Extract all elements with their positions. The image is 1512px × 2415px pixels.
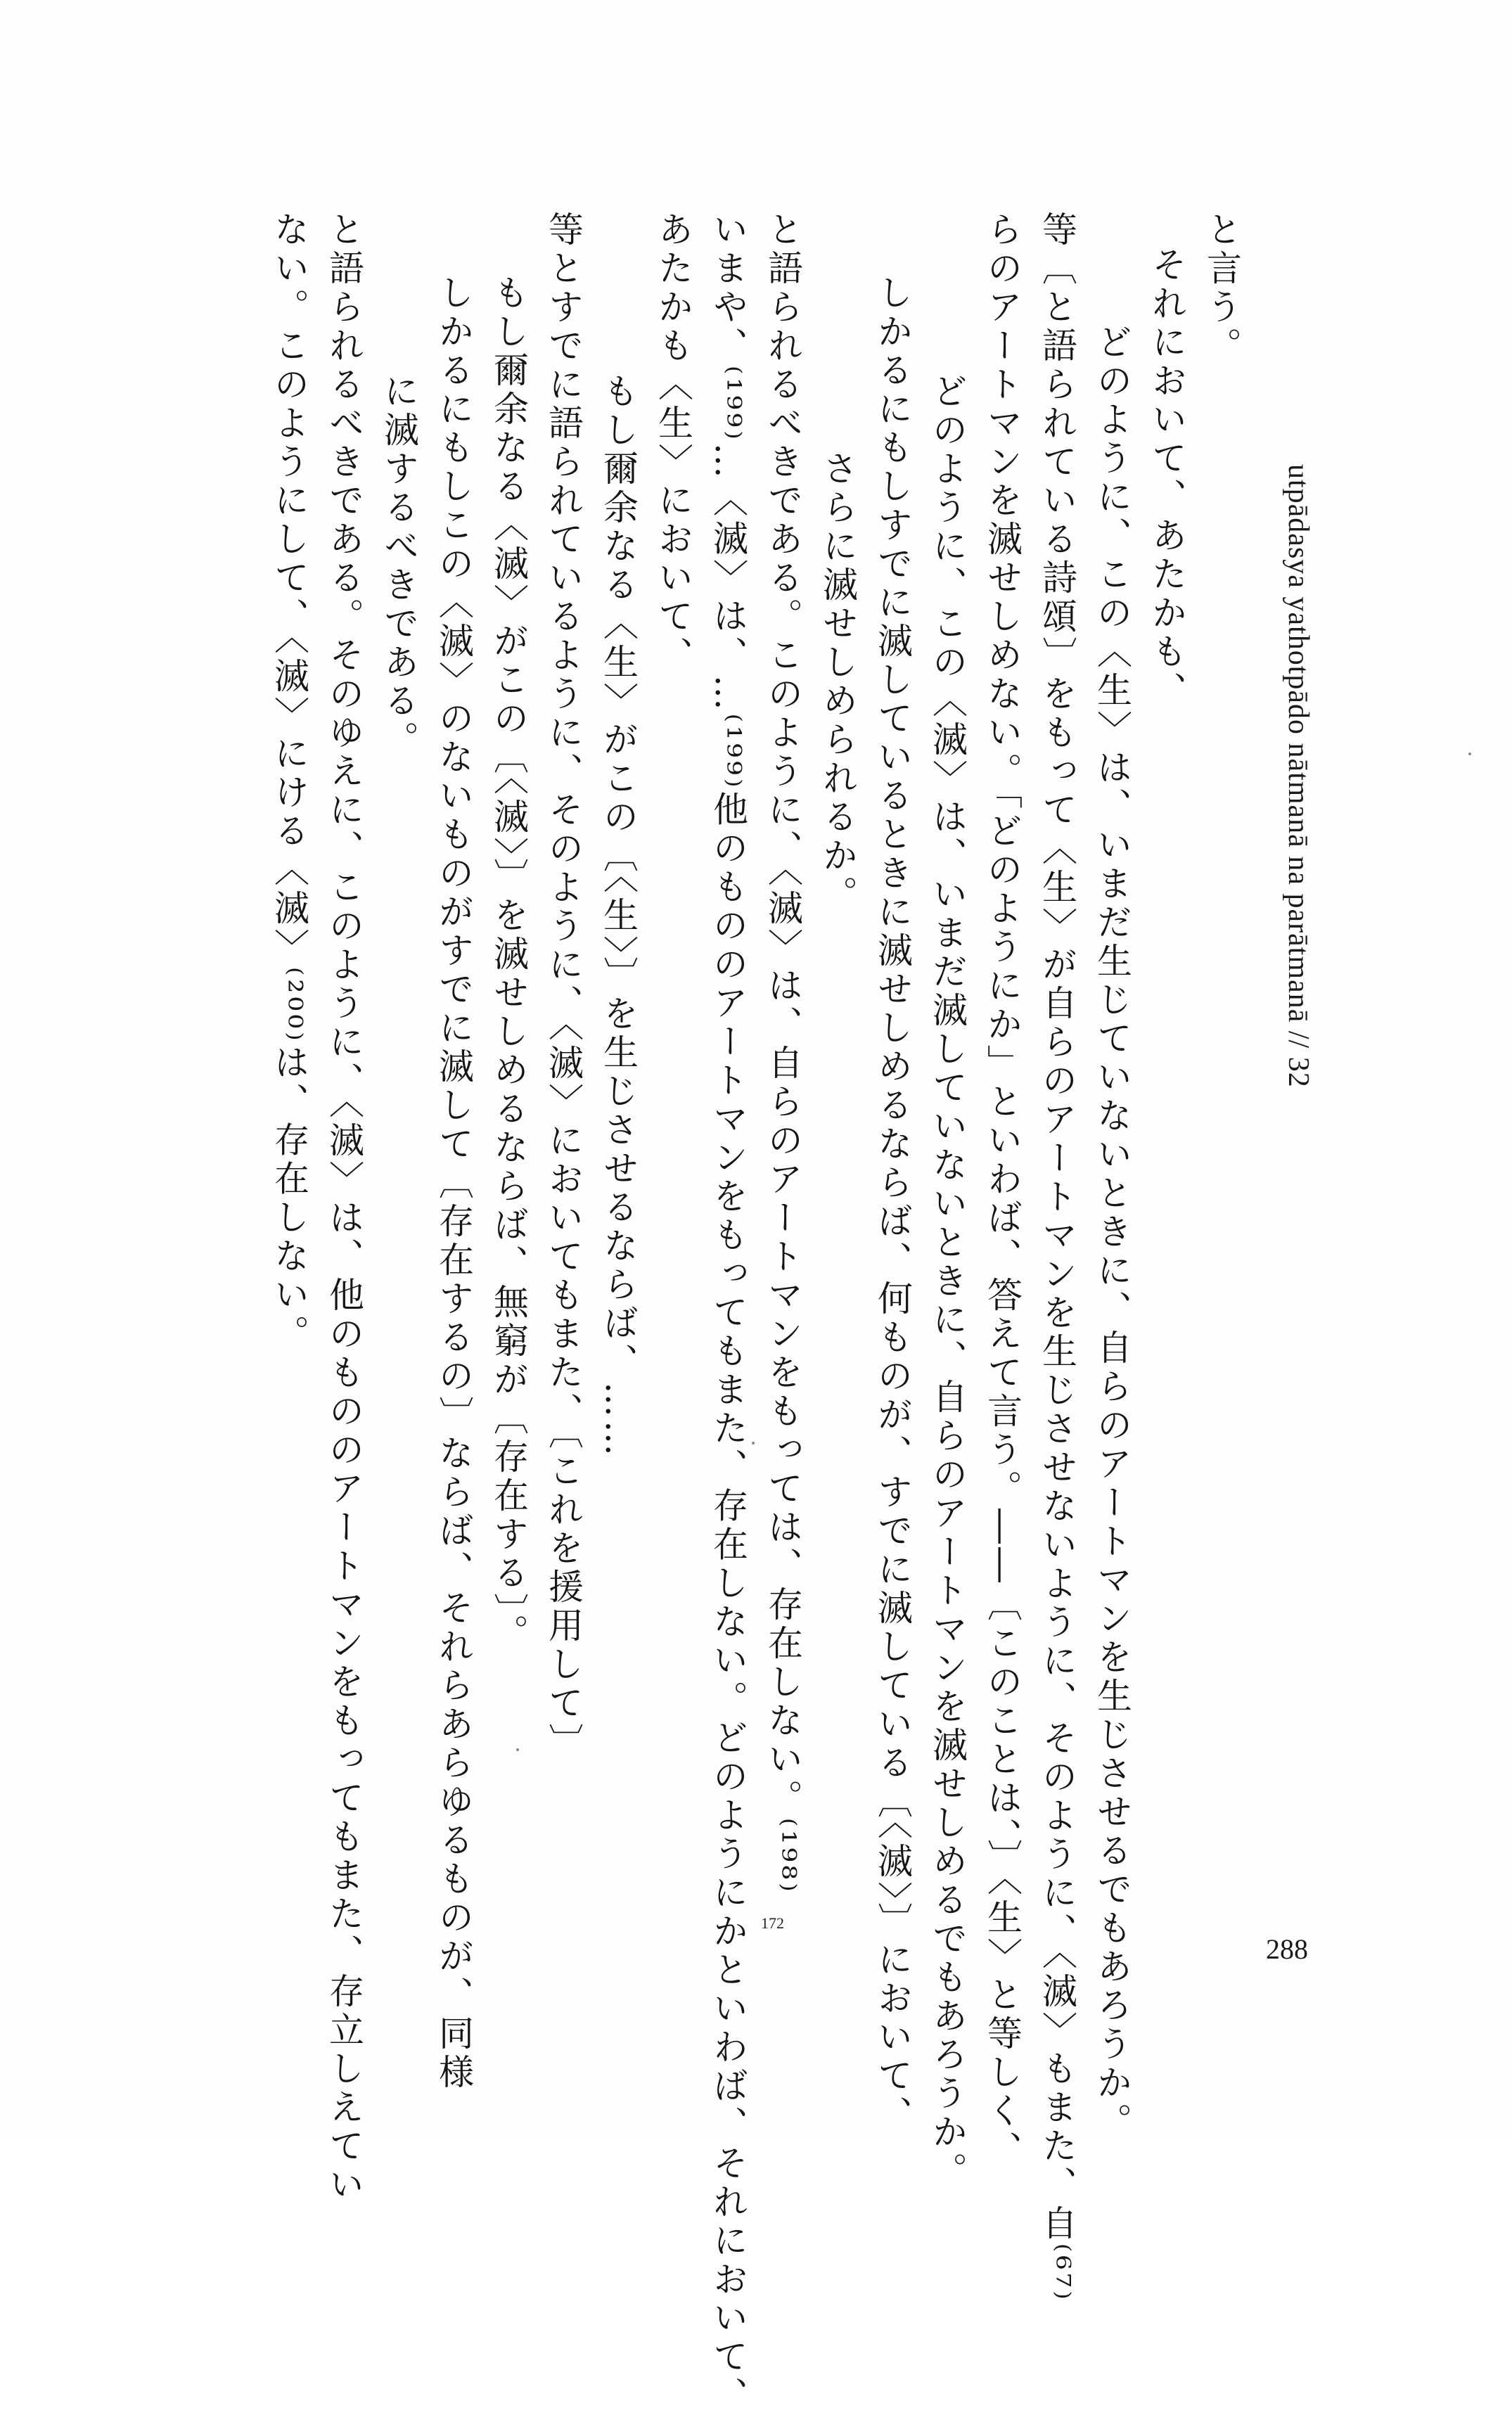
scan-speck xyxy=(516,1748,519,1751)
page-number: 288 xyxy=(1266,1933,1308,1965)
text-line: しかるにもしすでに滅しているときに滅せしめるならば、何ものが、すでに滅している〔〈滅〉〕において、 xyxy=(872,274,913,2134)
text-line: もし爾余なる〈生〉がこの〔〈生〉〕を生じさせるならば、…… xyxy=(598,373,639,1459)
text-line: あたかも〈生〉において、 xyxy=(653,211,693,675)
text-line: もし爾余なる〈滅〉がこの〔〈滅〉〕を滅せしめるならば、無窮が〔存在する〕。 xyxy=(488,274,529,1653)
text-line: それにおいて、あたかも、 xyxy=(1146,246,1187,710)
folio-mark: 172 xyxy=(761,1914,784,1932)
text-line: に滅するべきである。 xyxy=(378,373,419,760)
text-line: と語られるべきである。このように、〈滅〉は、自らのアートマンをもっては、存在しない。⁽¹⁹⁸⁾ xyxy=(762,211,803,1895)
text-line: と言う。 xyxy=(1201,211,1242,366)
text-line: ない。このようにして、〈滅〉にける〈滅〉⁽²⁰⁰⁾は、存在しない。 xyxy=(269,211,309,1354)
scan-speck xyxy=(1468,752,1471,755)
text-line: どのように、この〈滅〉は、いまだ滅していないときに、自らのアートマンを滅せしめるでもあろうか。 xyxy=(927,373,968,2191)
text-line: 等〔と語られている詩頌〕をもって〈生〉が自らのアートマンを生じさせないように、そのように、〈滅〉もまた、自⁽⁶⁷⁾ xyxy=(1037,211,1077,2303)
text-line: さらに滅せしめられるか。 xyxy=(817,450,858,914)
text-line: らのアートマンを滅せしめない。「どのようにか」といわば、答えて言う。――〔このことは、〕〈生〉と等しく、 xyxy=(982,211,1023,2170)
text-line: いまや、⁽¹⁹⁹⁾…〈滅〉は、…⁽¹⁹⁹⁾他のもののアートマンをもってもまた、存在しない。どのようにかといわば、それにおいて、 xyxy=(707,211,748,2415)
text-line: しかるにもしこの〈滅〉のないものがすでに滅して〔存在するの〕ならば、それらあらゆるものが、同様 xyxy=(433,274,474,2092)
running-header: utpādasya yathotpādo nātmanā na parātmanā // 32 xyxy=(1282,464,1314,1088)
scan-speck xyxy=(752,1442,755,1444)
text-line: 等とすでに語られているように、そのように、〈滅〉においてもまた、〔これを援用して〕 xyxy=(543,211,584,1762)
text-line: どのように、この〈生〉は、いまだ生じていないときに、自らのアートマンを生じさせるでもあろうか。 xyxy=(1091,324,1132,2141)
text-line: と語られるべきである。そのゆえに、このように、〈滅〉は、他のもののアートマンをもってもまた、存立しえてい xyxy=(323,211,364,2205)
